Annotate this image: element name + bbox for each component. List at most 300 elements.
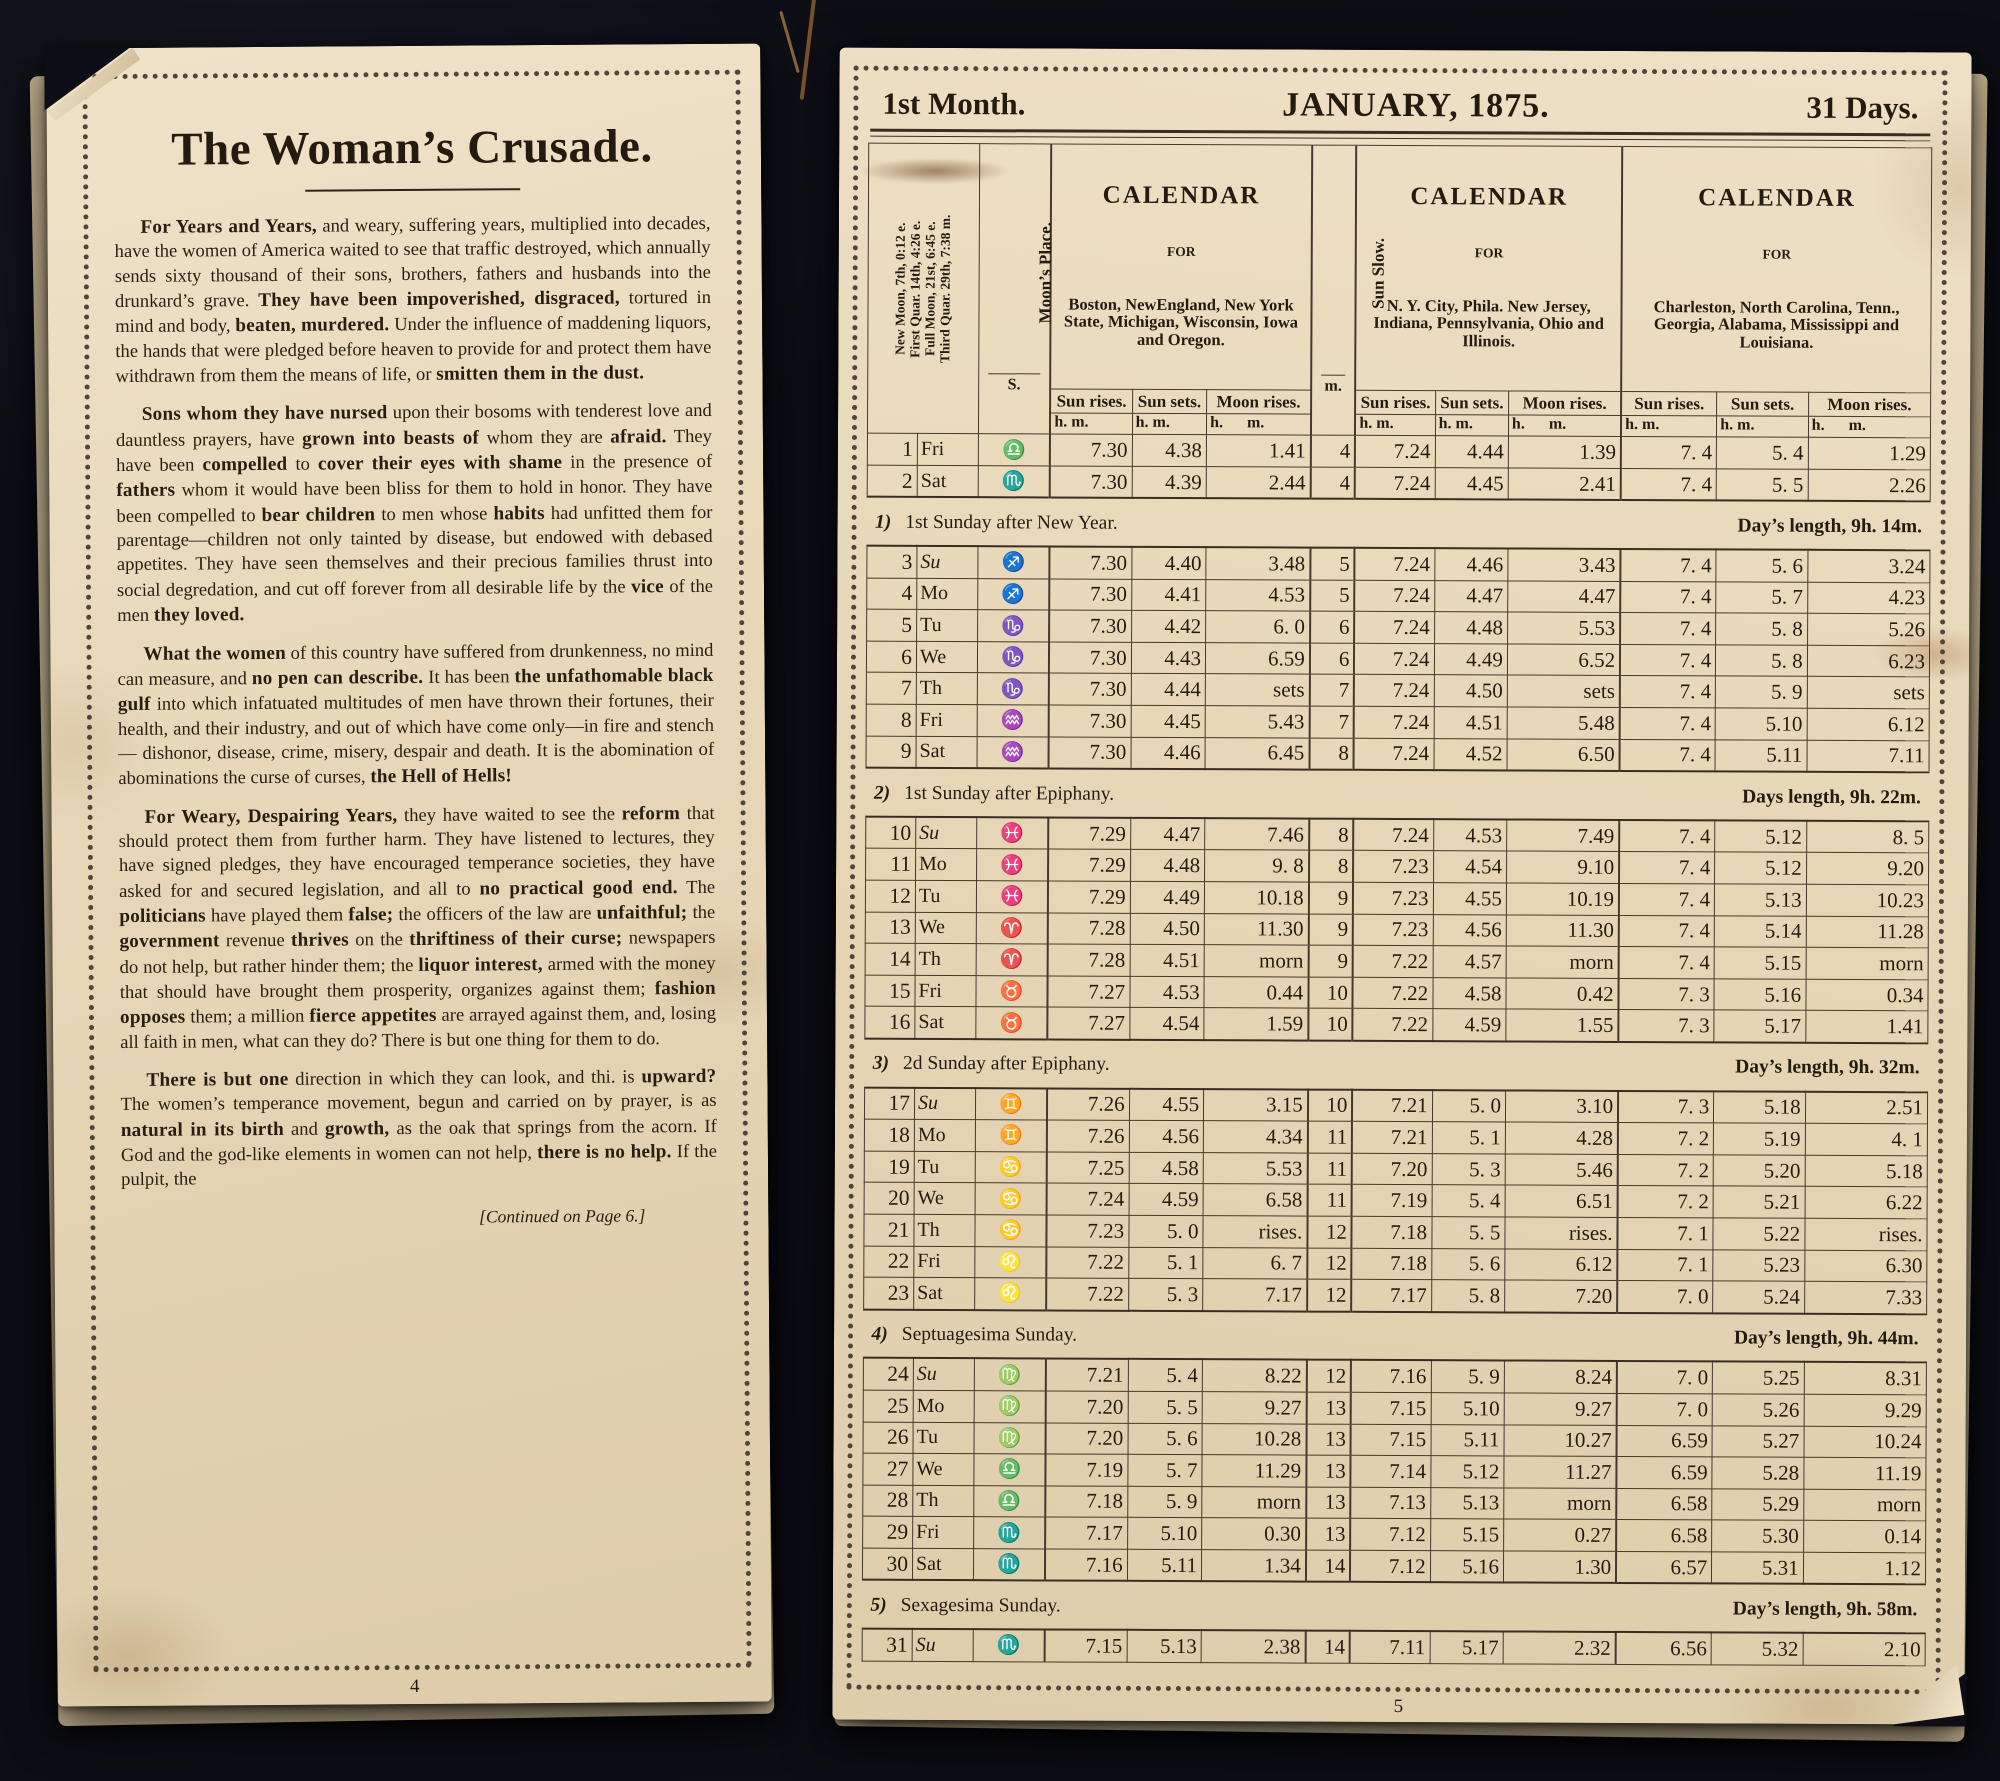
almanac-head [867, 143, 1931, 438]
almanac-cell: 8 [1309, 850, 1354, 882]
almanac-cell: 4.51 [1434, 707, 1507, 739]
almanac-cell: 4.48 [1130, 850, 1205, 882]
almanac-row [864, 1183, 1927, 1219]
almanac-cell: 7.49 [1507, 819, 1620, 852]
almanac-cell: 2.44 [1206, 467, 1310, 500]
almanac-cell: 14 [1306, 1550, 1351, 1582]
almanac-cell: Th [913, 1485, 974, 1517]
almanac-cell: 9.10 [1506, 851, 1619, 883]
zodiac-icon: ♋ [975, 1183, 1047, 1215]
zodiac-icon: ♎ [973, 1454, 1045, 1486]
almanac-cell: Mo [913, 1390, 974, 1422]
page-number-left: 4 [409, 1675, 420, 1698]
almanac-row [863, 1422, 1926, 1458]
almanac-row [867, 546, 1930, 583]
zodiac-icon: ♍ [974, 1422, 1046, 1454]
zodiac-icon: ♊ [975, 1088, 1047, 1120]
almanac-cell: 5.11 [1715, 739, 1807, 771]
almanac-cell: 4.57 [1433, 946, 1506, 978]
almanac-cell: Fri [914, 1246, 975, 1278]
almanac-cell: 0.27 [1504, 1519, 1617, 1551]
corner-fold-cut [44, 46, 132, 111]
almanac-cell: 5. 6 [1128, 1423, 1203, 1455]
almanac-cell: 13 [1306, 1518, 1351, 1550]
almanac-cell: 4.44 [1131, 674, 1206, 706]
almanac-cell: 6. 7 [1203, 1247, 1307, 1279]
almanac-cell: 6.45 [1205, 737, 1309, 770]
almanac-cell: 10 [1308, 1008, 1353, 1040]
almanac-cell: 2.51 [1805, 1091, 1927, 1124]
almanac-cell: 11 [866, 849, 916, 881]
almanac-cell: 5. 4 [1432, 1185, 1505, 1217]
almanac-cell: 7. 4 [1619, 852, 1715, 884]
page-right [832, 48, 1971, 1725]
almanac-cell: 10 [866, 816, 916, 848]
almanac-cell: 7.22 [1046, 1278, 1128, 1310]
almanac-cell: 5.31 [1712, 1552, 1804, 1584]
binding-thread [779, 11, 800, 73]
almanac-row [866, 849, 1929, 885]
almanac-cell: Su [916, 817, 977, 849]
almanac-cell: 5.24 [1713, 1281, 1805, 1313]
almanac-cell: 7. 3 [1618, 1091, 1714, 1124]
almanac-cell: 5.48 [1507, 707, 1620, 739]
almanac-cell: 4.55 [1433, 883, 1506, 915]
paragraph: Sons whom they have nursed upon their bosoms with tenderest love and dauntless prayers, have grown into beasts of whom they are afraid. They have been compelled to cover their eyes with shame in the presence of fathers whom it would have been bliss for them to hold in honor. They have been compelled to bear children to men whose habits had unfitted them for parentage—children not only tainted by disease, but endowed with debased appetites. They have seen themselves and their precious families thrust into social degredation, and cut off forever from all desirable life by the vice of the men they loved. [115, 400, 714, 627]
almanac-cell: 6 [866, 641, 916, 673]
almanac-cell: 5.13 [1430, 1487, 1503, 1519]
almanac-cell: 5. 6 [1431, 1248, 1504, 1280]
almanac-cell: 4.49 [1434, 643, 1507, 675]
almanac-cell: 7.30 [1049, 673, 1131, 705]
almanac-cell: Su [917, 546, 978, 578]
almanac-cell: 7. 4 [1620, 739, 1716, 772]
almanac-cell: 7. 4 [1620, 581, 1716, 613]
almanac-cell: 7.21 [1352, 1121, 1432, 1153]
almanac-cell: 7.30 [1050, 434, 1132, 466]
almanac-cell: 7. 4 [1619, 915, 1715, 947]
zodiac-icon: ♒ [977, 705, 1049, 737]
almanac-cell: 5.13 [1127, 1630, 1202, 1662]
article-body [114, 211, 717, 1193]
almanac-cell: 5. 8 [1716, 645, 1808, 677]
almanac-cell: 5.20 [1713, 1155, 1805, 1187]
almanac-cell: 5.19 [1714, 1123, 1806, 1155]
almanac-cell: 6.30 [1804, 1250, 1926, 1282]
almanac-cell: 4.40 [1131, 547, 1206, 579]
almanac-cell: Su [912, 1629, 973, 1661]
almanac-cell: 5.16 [1714, 979, 1806, 1011]
almanac-cell: Sat [917, 465, 978, 497]
almanac-cell: 7.12 [1350, 1550, 1430, 1582]
almanac-cell: 5.12 [1430, 1456, 1503, 1488]
zodiac-icon: ♏ [978, 466, 1050, 498]
almanac-cell: 5. 0 [1129, 1215, 1204, 1247]
almanac-cell: Fri [916, 704, 977, 736]
almanac-cell: 4.39 [1132, 466, 1207, 498]
almanac-cell: 6.23 [1807, 645, 1929, 677]
almanac-cell: 7. 4 [1620, 549, 1716, 582]
almanac-cell: rises. [1805, 1218, 1927, 1250]
almanac-row [863, 1453, 1926, 1489]
almanac-cell: We [913, 1453, 974, 1485]
almanac-cell: 4. 1 [1805, 1123, 1927, 1155]
almanac-cell: 5.25 [1713, 1362, 1805, 1394]
almanac-cell: 7.25 [1047, 1152, 1129, 1184]
almanac-cell: 5.43 [1205, 706, 1309, 738]
zodiac-icon: ♈ [976, 912, 1048, 944]
almanac-cell: 5. 1 [1432, 1122, 1505, 1154]
almanac-cell: 17 [864, 1087, 914, 1119]
almanac-cell: 7.20 [1352, 1153, 1432, 1185]
almanac-cell: 7. 0 [1617, 1393, 1713, 1425]
almanac-cell: 0.42 [1506, 978, 1619, 1010]
almanac-cell: 4.48 [1434, 612, 1507, 644]
month-header [868, 79, 1932, 132]
almanac-cell: 7.15 [1351, 1424, 1431, 1456]
almanac-cell: 2.26 [1808, 469, 1930, 502]
zodiac-icon: ♌ [974, 1278, 1046, 1310]
almanac-cell: 7. 4 [1620, 707, 1716, 739]
almanac-cell: 8 [1309, 818, 1354, 850]
almanac-cell: 7.18 [1352, 1248, 1432, 1280]
almanac-cell: Th [916, 673, 977, 705]
almanac-row [864, 1214, 1927, 1250]
almanac-cell: Th [915, 944, 976, 976]
almanac-cell: 7. 3 [1619, 978, 1715, 1010]
almanac-cell: 11.19 [1804, 1457, 1926, 1489]
almanac-cell: 6.58 [1203, 1184, 1307, 1216]
almanac-cell: 5.30 [1712, 1520, 1804, 1552]
almanac-row [862, 1629, 1925, 1666]
almanac-cell: 4.53 [1130, 976, 1205, 1008]
almanac-cell: 7.22 [1353, 945, 1433, 977]
almanac-cell: 5. 5 [1432, 1217, 1505, 1249]
zodiac-icon: ♍ [974, 1391, 1046, 1423]
almanac-cell: 7. 1 [1618, 1217, 1714, 1249]
almanac-cell: sets [1807, 677, 1929, 709]
almanac-cell: 5. 4 [1717, 437, 1809, 469]
almanac-cell: 13 [1306, 1392, 1351, 1424]
almanac-table [862, 143, 1933, 1666]
almanac-cell: 4.53 [1206, 579, 1310, 611]
almanac-cell: 1.59 [1204, 1008, 1308, 1041]
almanac-row [863, 1516, 1926, 1552]
almanac-cell: 6.57 [1616, 1551, 1712, 1584]
almanac-cell: 0.30 [1202, 1518, 1306, 1550]
almanac-row [867, 433, 1930, 469]
almanac-cell: morn [1504, 1488, 1617, 1520]
almanac-cell: 3.43 [1508, 549, 1621, 582]
almanac-cell: 7. 4 [1620, 676, 1716, 708]
almanac-cell: 1.41 [1805, 1011, 1927, 1044]
zodiac-icon: ♌ [974, 1246, 1046, 1278]
almanac-cell: 10.27 [1504, 1424, 1617, 1456]
almanac-cell: 2.41 [1508, 468, 1621, 501]
almanac-cell: 12 [1307, 1360, 1352, 1392]
almanac-cell: 4.59 [1129, 1184, 1204, 1216]
almanac-cell: Su [913, 1358, 974, 1390]
almanac-cell: 0.14 [1803, 1521, 1925, 1553]
almanac-cell: 4.51 [1130, 945, 1205, 977]
almanac-cell: 6.12 [1807, 708, 1929, 740]
almanac-cell: 7. 0 [1617, 1281, 1713, 1314]
almanac-cell: 11.28 [1806, 916, 1928, 948]
paper-stain [860, 158, 1010, 184]
almanac-cell: 9.27 [1202, 1392, 1306, 1424]
almanac-cell: 5.32 [1711, 1632, 1803, 1664]
week-note: 4) Day’s length, 9h. 44m. Septuagesima Sunday. [863, 1309, 1926, 1362]
zodiac-icon: ♎ [978, 434, 1050, 466]
moon-phase-line: New Moon, 7th, 0:12 e. [892, 222, 908, 355]
almanac-cell: 5.12 [1715, 852, 1807, 884]
almanac-cell: 29 [863, 1516, 913, 1548]
almanac-cell: 7. 2 [1618, 1186, 1714, 1218]
almanac-cell: 5. 5 [1128, 1391, 1203, 1423]
almanac-cell: 14 [1305, 1631, 1350, 1663]
almanac-cell: 6 [1310, 643, 1355, 675]
almanac-cell: 4.47 [1508, 581, 1621, 613]
almanac-cell: 4.47 [1130, 818, 1205, 850]
almanac-row [864, 1151, 1927, 1187]
zodiac-icon: ♐ [977, 546, 1049, 578]
almanac-cell: 2.32 [1503, 1632, 1616, 1665]
almanac-cell: 4 [867, 578, 917, 610]
almanac-cell: 4.56 [1129, 1120, 1204, 1152]
almanac-cell: 5.28 [1712, 1457, 1804, 1489]
title-divider [305, 188, 520, 192]
almanac-cell: 5. 4 [1128, 1359, 1203, 1391]
almanac-cell: Fri [917, 434, 978, 466]
almanac-cell: 5. 7 [1716, 582, 1808, 614]
zodiac-icon: ♈ [976, 944, 1048, 976]
almanac-cell: 7 [1309, 706, 1354, 738]
almanac-cell: 8 [1309, 738, 1354, 770]
almanac-cell: 23 [864, 1277, 914, 1309]
almanac-cell: 7.24 [1355, 467, 1435, 499]
almanac-cell: 2.10 [1803, 1633, 1925, 1666]
almanac-cell: 10.23 [1806, 884, 1928, 916]
almanac-cell: 5. 1 [1128, 1247, 1203, 1279]
almanac-cell: 4.54 [1129, 1008, 1204, 1040]
almanac-cell: 11.30 [1506, 915, 1619, 947]
almanac-cell: 1.55 [1506, 1009, 1619, 1042]
almanac-cell: 5.26 [1807, 614, 1929, 646]
almanac-cell: 4.45 [1131, 705, 1206, 737]
almanac-cell: Tu [915, 880, 976, 912]
almanac-cell: 5.27 [1712, 1425, 1804, 1457]
almanac-cell: 6.50 [1507, 739, 1620, 772]
almanac-cell: 7.28 [1048, 944, 1130, 976]
almanac-cell: 1.41 [1206, 435, 1310, 467]
almanac-cell: morn [1204, 945, 1308, 977]
almanac-cell: 11 [1307, 1184, 1352, 1216]
zodiac-icon: ♋ [975, 1151, 1047, 1183]
almanac-cell: 7.15 [1045, 1630, 1127, 1662]
almanac-cell: 7.24 [1354, 706, 1434, 738]
almanac-cell: 5.16 [1430, 1551, 1503, 1583]
almanac-cell: 4.50 [1130, 913, 1205, 945]
almanac-cell: 7.17 [1045, 1517, 1127, 1549]
almanac-cell: 4.46 [1131, 737, 1206, 769]
almanac-cell: 4.38 [1132, 435, 1207, 467]
almanac-cell: 1.30 [1503, 1551, 1616, 1584]
almanac-cell: 4.34 [1203, 1121, 1307, 1153]
almanac-cell: 7.24 [1355, 548, 1435, 580]
almanac-cell: 4.47 [1434, 580, 1507, 612]
almanac-cell: 5. 6 [1716, 549, 1808, 581]
almanac-cell: 6.59 [1617, 1425, 1713, 1457]
almanac-cell: 5 [1310, 548, 1355, 580]
zodiac-icon: ♑ [977, 673, 1049, 705]
almanac-cell: 4.59 [1432, 1009, 1505, 1041]
almanac-cell: 7. 4 [1621, 437, 1717, 469]
almanac-cell: We [914, 1183, 975, 1215]
almanac-cell: 7. 4 [1619, 820, 1715, 853]
almanac-cell: morn [1506, 946, 1619, 978]
almanac-row [865, 912, 1928, 948]
almanac-cell: 7.24 [1355, 436, 1435, 468]
zodiac-icon: ♐ [977, 578, 1049, 610]
almanac-row [864, 1119, 1927, 1155]
almanac-cell: 7.13 [1351, 1487, 1431, 1519]
almanac-cell: 5.46 [1505, 1154, 1618, 1186]
almanac-cell: 7. 3 [1618, 1010, 1714, 1043]
almanac-cell: 7.30 [1050, 466, 1132, 498]
almanac-cell: 7.30 [1049, 705, 1131, 737]
almanac-cell: 7.24 [1354, 675, 1434, 707]
week-note: 5) Day’s length, 9h. 58m. Sexagesima Sunday. [862, 1580, 1925, 1633]
almanac-cell: 7. 4 [1621, 468, 1717, 501]
almanac-cell: 3.15 [1204, 1089, 1308, 1122]
almanac-cell: 14 [865, 943, 915, 975]
almanac-cell: 4.41 [1131, 579, 1206, 611]
moon-phase-line: Full Moon, 21st, 6:45 e. [922, 221, 939, 356]
almanac-cell: 24 [863, 1358, 913, 1390]
almanac-cell: 11.30 [1204, 913, 1308, 945]
almanac-cell: 9.20 [1806, 853, 1928, 885]
almanac-cell: 7.29 [1048, 817, 1130, 849]
page-left [46, 44, 772, 1707]
almanac-cell: 7.46 [1205, 818, 1309, 851]
almanac-cell: 4.45 [1435, 468, 1508, 500]
almanac-cell: 5.53 [1203, 1152, 1307, 1184]
almanac-cell: 7.20 [1046, 1422, 1128, 1454]
almanac-cell: 7.24 [1354, 738, 1434, 770]
almanac-cell: 7.30 [1049, 610, 1131, 642]
almanac-cell: 5.23 [1713, 1249, 1805, 1281]
zodiac-icon: ♏ [973, 1517, 1045, 1549]
almanac-cell: 11.27 [1504, 1456, 1617, 1488]
almanac-cell: 15 [865, 975, 915, 1007]
continued-note: [Continued on Page 6.] [479, 1205, 646, 1227]
almanac-row [862, 1548, 1925, 1585]
almanac-cell: 10 [1308, 1089, 1353, 1121]
almanac-cell: 5.11 [1431, 1424, 1504, 1456]
almanac-cell: 21 [864, 1214, 914, 1246]
almanac-cell: 13 [1306, 1455, 1351, 1487]
almanac-cell: 4.44 [1435, 436, 1508, 468]
almanac-cell: 7.24 [1354, 819, 1434, 851]
almanac-cell: 1.29 [1808, 438, 1930, 470]
month-name: JANUARY, 1875. [1282, 86, 1550, 125]
almanac-cell: 8.24 [1504, 1361, 1617, 1394]
almanac-cell: 4.42 [1131, 611, 1206, 643]
paragraph: For Years and Years, and weary, suffering years, multiplied into decades, have the women of America waited to see that traffic destroyed, which annually sends sixty thousand of their sons, brothers, fathers and husbands into the drunkard’s grave. They have been impoverished, disgraced, tortured in mind and body, beaten, murdered. Under the influence of maddening liquors, the hands that were pledged before heaven to provide for and protect them have withdrawn from them the means of life, or smitten them in the dust. [114, 212, 712, 388]
zodiac-icon: ♓ [976, 849, 1048, 881]
almanac-cell: sets [1205, 674, 1309, 706]
almanac-cell: 7. 1 [1617, 1249, 1713, 1281]
almanac-cell: 5.18 [1805, 1155, 1927, 1187]
almanac-cell: 7.14 [1351, 1455, 1431, 1487]
almanac-cell: 19 [864, 1151, 914, 1183]
almanac-cell: 6.59 [1616, 1457, 1712, 1489]
paragraph: There is but one direction in which they can look, and thi. is upward? The women’s temperance movement, begun and carried on by prayer, is as natural in its birth and growth, as the oak that springs from the acorn. If God and the god-like elements in women can not help, there is no help. If the pulpit, the [120, 1065, 718, 1191]
sub-header-row: Sun rises. Sun sets. Moon rises. Sun rises. Sun sets. Moon rises. Sun rises. Sun sets. Moon rises. [868, 388, 1931, 417]
almanac-cell: 5. 9 [1431, 1360, 1504, 1392]
almanac-cell: 6.56 [1616, 1632, 1712, 1665]
almanac-cell: 9 [1308, 945, 1353, 977]
almanac-cell: 5.12 [1715, 820, 1807, 852]
almanac-cell: 7. 4 [1620, 644, 1716, 676]
almanac-cell: 5. 0 [1432, 1090, 1505, 1122]
almanac-cell: Fri [915, 975, 976, 1007]
paragraph: What the women of this country have suffered from drunkenness, no mind can measure, and no pen can describe. It has been the unfathomable black gulf into which infatuated multitudes of men have thrown their fortunes, their health, and their industry, and out of which have come only—in fire and stench— dishonor, disease, crime, misery, despair and death. It is the abomination of abominations the curse of curses, the Hell of Hells! [117, 639, 715, 790]
almanac-cell: 5.26 [1712, 1394, 1804, 1426]
zodiac-icon: ♉ [975, 975, 1047, 1007]
almanac-cell: 4.56 [1433, 914, 1506, 946]
zodiac-icon: ♍ [974, 1358, 1046, 1390]
almanac-cell: 5.15 [1430, 1519, 1503, 1551]
almanac-cell: 7. 2 [1618, 1123, 1714, 1155]
almanac-cell: 7.29 [1048, 881, 1130, 913]
almanac-cell: 7.29 [1048, 849, 1130, 881]
almanac-cell: 30 [862, 1548, 912, 1580]
moon-phase-line: Third Quar. 29th, 7:38 m. [937, 214, 954, 363]
almanac-row [864, 1277, 1927, 1314]
almanac-cell: 11 [1308, 1121, 1353, 1153]
slow-unit: m. [1321, 375, 1346, 396]
almanac-cell: 20 [864, 1183, 914, 1215]
almanac-cell: 7.16 [1351, 1360, 1431, 1392]
almanac-cell: 5. 8 [1431, 1280, 1504, 1312]
almanac-row [867, 465, 1930, 502]
almanac-cell: 3 [867, 546, 917, 578]
almanac-cell: 7.30 [1050, 579, 1132, 611]
almanac-cell: 5. 5 [1716, 469, 1808, 501]
almanac-cell: 6.52 [1507, 644, 1620, 676]
almanac-cell: 10 [1308, 977, 1353, 1009]
almanac-cell: Sat [915, 1007, 976, 1039]
week-note: 2) Days length, 9h. 22m. 1st Sunday after Epiphany. [866, 768, 1929, 821]
almanac-cell: 25 [863, 1390, 913, 1422]
almanac-cell: 31 [862, 1629, 912, 1661]
almanac-cell: 7.24 [1047, 1183, 1129, 1215]
almanac-cell: 7.12 [1350, 1519, 1430, 1551]
almanac-cell: 12 [1307, 1279, 1352, 1311]
almanac-cell: 3.24 [1808, 550, 1930, 583]
almanac-cell: 4.46 [1434, 548, 1507, 580]
almanac-cell: 5. 9 [1716, 676, 1808, 708]
chain-border-frame [846, 66, 1947, 1695]
almanac-cell: 4.54 [1433, 851, 1506, 883]
almanac-cell: Su [914, 1087, 975, 1119]
almanac-cell: 10.24 [1804, 1426, 1926, 1458]
almanac-cell: 11 [1307, 1153, 1352, 1185]
zodiac-icon: ♉ [975, 1007, 1047, 1039]
almanac-cell: 4.43 [1131, 642, 1206, 674]
calendar-header-south: CALENDAR FOR Charleston, North Carolina, Tenn., Georgia, Alabama, Mississippi and Louisiana. [1621, 146, 1931, 392]
